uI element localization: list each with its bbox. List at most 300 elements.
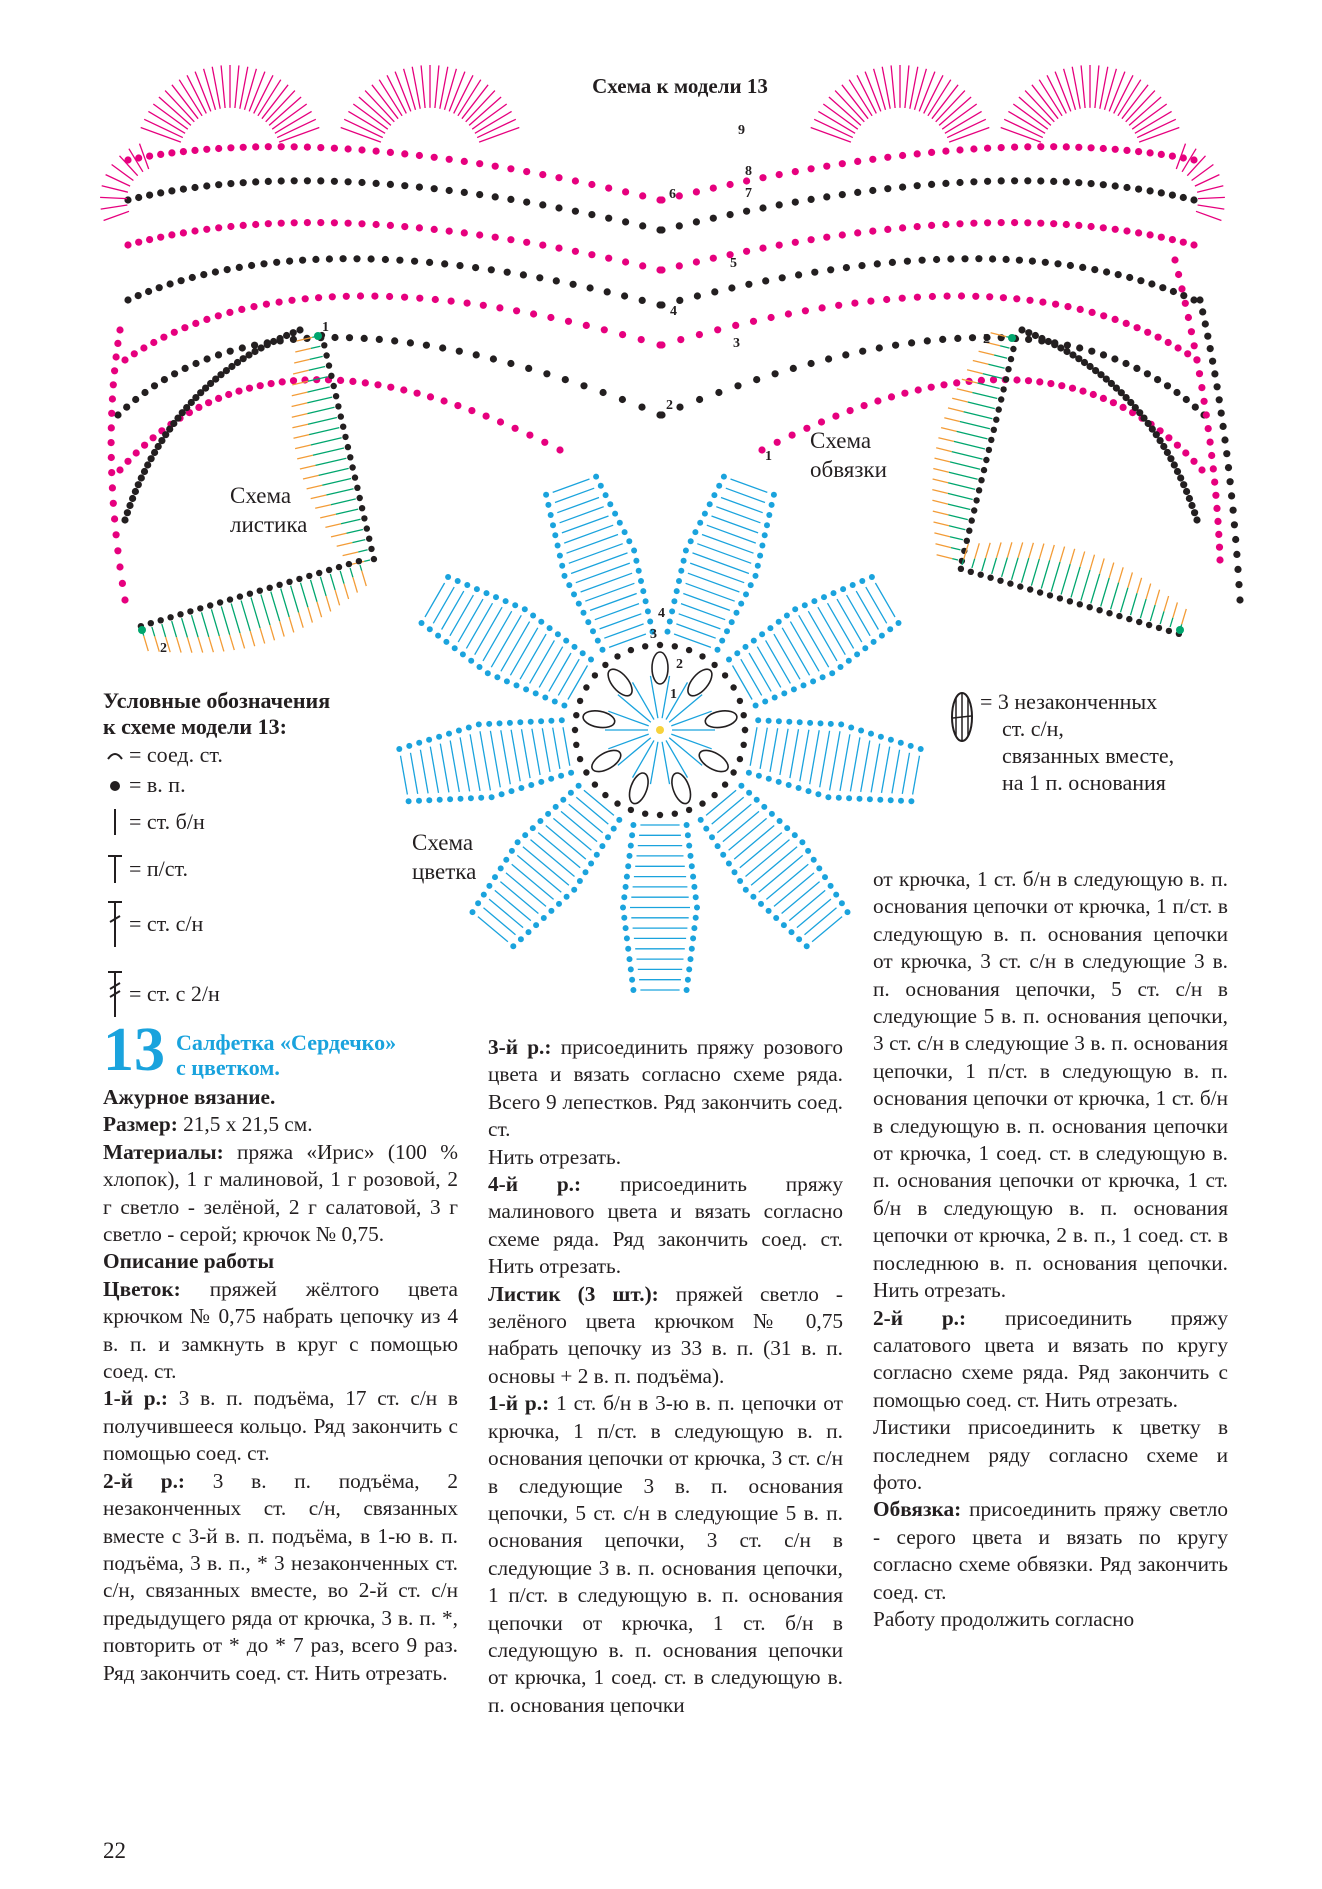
chain-dot xyxy=(1067,598,1073,604)
chain-dot xyxy=(1123,147,1130,154)
stitch xyxy=(569,544,623,564)
chain-dot xyxy=(445,574,451,580)
chain-dot xyxy=(1008,356,1014,362)
chain-dot xyxy=(1016,257,1023,264)
stitch xyxy=(553,818,591,850)
chain-dot xyxy=(742,727,748,733)
chain-dot xyxy=(227,144,234,151)
paragraph xyxy=(873,1305,1228,1415)
paragraph-text: пряжей жёлтого цвета крючком № 0,75 набрать цепочку из 4 в. п. и замкнуть в круг с помощью соед. ст. xyxy=(103,1276,458,1384)
stitch xyxy=(470,734,480,791)
chain-dot xyxy=(108,469,115,476)
stitch xyxy=(1018,542,1023,557)
chain-dot xyxy=(588,251,595,258)
chain-dot xyxy=(1088,144,1095,151)
chain-dot xyxy=(665,629,671,635)
chain-dot xyxy=(343,293,350,300)
stitch xyxy=(1071,567,1080,598)
chain-dot xyxy=(511,425,518,432)
chain-dot xyxy=(236,264,243,271)
chain-dot xyxy=(556,901,562,907)
chain-dot xyxy=(874,397,881,404)
chain-dot xyxy=(857,796,863,802)
chain-dot xyxy=(1230,507,1237,514)
chain-dot xyxy=(1208,452,1215,459)
chain-dot xyxy=(238,306,245,313)
chain-dot xyxy=(1169,192,1176,199)
chain-dot xyxy=(503,857,509,863)
chain-dot xyxy=(337,377,344,384)
paragraph-lead: Размер: xyxy=(103,1112,178,1137)
chain-dot xyxy=(358,146,365,153)
chain-dot xyxy=(252,143,259,150)
chain-dot xyxy=(1042,259,1049,266)
chain-dot xyxy=(555,245,562,252)
chain-dot xyxy=(566,582,572,588)
legend-item xyxy=(103,898,203,950)
stitch xyxy=(350,568,353,577)
chain-dot xyxy=(572,644,578,650)
chain-dot xyxy=(148,620,154,626)
chain-dot xyxy=(1112,182,1119,189)
chain-dot xyxy=(150,434,157,441)
stitch xyxy=(250,631,255,646)
paragraph xyxy=(873,1414,1228,1496)
chain-dot xyxy=(204,355,211,362)
stitch xyxy=(1002,558,1008,577)
stitch xyxy=(1070,549,1075,564)
stitch xyxy=(1182,609,1187,624)
cluster-icon xyxy=(948,690,978,746)
diagram-labels xyxy=(160,123,990,884)
chain-dot xyxy=(593,474,599,480)
chain-dot xyxy=(858,262,865,269)
chain-dot xyxy=(456,262,463,269)
chain-dot xyxy=(626,538,632,544)
chain-dot xyxy=(296,576,302,582)
chain-dot xyxy=(620,905,626,911)
chain-dot xyxy=(677,336,684,343)
chain-dot xyxy=(750,318,757,325)
chain-dot xyxy=(522,832,528,838)
chain-dot xyxy=(753,376,760,383)
stitch xyxy=(812,917,842,942)
chain-dot xyxy=(684,987,690,993)
chain-dot xyxy=(548,908,554,914)
chain-dot xyxy=(914,223,921,230)
stitch xyxy=(944,418,960,422)
chain-dot xyxy=(1198,384,1205,391)
cluster-stitch xyxy=(588,746,624,776)
chain-dot xyxy=(622,218,629,225)
stitch xyxy=(1000,346,1009,348)
chain-dot xyxy=(151,382,158,389)
chain-dot xyxy=(1167,455,1174,462)
chain-dot xyxy=(240,144,247,151)
legend-text: = ст. с 2/н xyxy=(129,981,220,1006)
paragraph-lead: Материалы: xyxy=(103,1139,224,1164)
chain-dot xyxy=(484,590,490,596)
chain-dot xyxy=(494,674,500,680)
chain-dot xyxy=(639,222,646,229)
chain-dot xyxy=(1231,521,1238,528)
paragraph xyxy=(103,1084,458,1111)
chain-dot xyxy=(836,795,842,801)
chain-dot xyxy=(1054,260,1061,267)
chain-dot xyxy=(240,222,247,229)
legend-title-line1: Условные обозначения xyxy=(103,688,331,713)
chain-dot xyxy=(517,719,523,725)
chain-dot xyxy=(693,258,700,265)
chain-dot xyxy=(727,181,734,188)
chain-dot xyxy=(636,568,642,574)
chain-dot xyxy=(514,682,520,688)
chain-dot xyxy=(290,377,297,384)
chain-dot xyxy=(291,177,298,184)
stitch xyxy=(308,607,313,622)
chain-dot xyxy=(676,222,683,229)
chain-dot xyxy=(518,936,524,942)
chain-dot xyxy=(759,631,765,637)
stitch xyxy=(936,448,952,452)
chain-dot xyxy=(821,594,827,600)
chain-dot xyxy=(291,143,298,150)
chain-dot xyxy=(633,558,639,564)
chain-dot xyxy=(877,797,883,803)
chain-dot xyxy=(1123,320,1130,327)
stitch xyxy=(331,533,347,537)
chain-dot xyxy=(978,477,984,483)
chain-dot xyxy=(769,502,775,508)
chain-dot xyxy=(806,788,812,794)
stitch xyxy=(553,728,560,769)
chain-dot xyxy=(599,843,605,849)
chain-dot xyxy=(1158,151,1165,158)
stitch xyxy=(726,488,765,502)
stitch xyxy=(466,603,492,648)
chain-dot xyxy=(993,417,999,423)
stitch xyxy=(1197,186,1223,193)
chain-dot xyxy=(382,256,389,263)
stitch xyxy=(805,908,837,935)
stitch xyxy=(506,873,546,907)
stitch xyxy=(291,586,299,613)
chain-dot xyxy=(861,402,868,409)
chain-dot xyxy=(684,822,690,828)
chain-dot xyxy=(754,797,760,803)
chain-dot xyxy=(436,734,442,740)
stitch xyxy=(766,864,808,899)
row-number-9: 9 xyxy=(738,123,745,138)
stitch xyxy=(294,359,310,363)
paragraph-text: 3 в. п. подъёма, 17 ст. с/н в получившееся кольцо. Ряд закончить с помощью соед. ст. xyxy=(103,1386,458,1466)
chain-dot xyxy=(140,344,147,351)
stitch xyxy=(811,128,851,143)
paragraph-text: Работу продолжить согласно xyxy=(873,1606,1135,1631)
chain-dot xyxy=(548,776,554,782)
stitch xyxy=(341,128,381,143)
stitch xyxy=(299,612,304,627)
stitch xyxy=(576,563,630,583)
stitch xyxy=(538,833,580,868)
chain-dot xyxy=(697,520,703,526)
chain-dot xyxy=(148,455,155,462)
chain-dot xyxy=(1144,370,1151,377)
chain-dot xyxy=(401,223,408,230)
chain-dot xyxy=(572,248,579,255)
chain-dot xyxy=(1090,391,1097,398)
chain-dot xyxy=(761,804,767,810)
stitch xyxy=(315,505,331,509)
chain-dot xyxy=(573,712,579,718)
chain-dot xyxy=(1047,380,1054,387)
chain-dot xyxy=(823,234,830,241)
chain-dot xyxy=(854,651,860,657)
chain-dot xyxy=(564,894,570,900)
chain-dot xyxy=(315,294,322,301)
stitch xyxy=(311,438,342,445)
stitch xyxy=(209,637,214,652)
chain-dot xyxy=(443,639,449,645)
chain-dot xyxy=(776,718,782,724)
stitch xyxy=(1139,128,1179,143)
chain-dot xyxy=(1052,301,1059,308)
stitch xyxy=(952,398,968,402)
chain-dot xyxy=(158,437,165,444)
chain-dot xyxy=(694,905,700,911)
stitch xyxy=(300,465,316,469)
stitch xyxy=(650,742,657,784)
chain-dot xyxy=(1157,437,1164,444)
chain-dot xyxy=(746,790,752,796)
chain-dot xyxy=(605,185,612,192)
legend-text: = ст. с/н xyxy=(129,911,204,936)
chain-dot xyxy=(862,645,868,651)
stitch xyxy=(235,65,239,108)
chain-dot xyxy=(714,326,721,333)
stitch xyxy=(491,615,521,667)
chain-dot xyxy=(336,564,342,570)
chain-dot xyxy=(446,187,453,194)
chain-dot xyxy=(598,483,604,489)
stitch xyxy=(902,753,909,794)
chain-dot xyxy=(530,310,537,317)
chain-dot xyxy=(1057,344,1064,351)
chain-dot xyxy=(825,355,832,362)
chain-dot xyxy=(346,334,353,341)
paragraph-lead: Обвязка: xyxy=(873,1497,962,1522)
stitch xyxy=(1029,543,1034,558)
chain-dot xyxy=(227,596,233,602)
chain-dot xyxy=(536,274,543,281)
stitch xyxy=(957,431,988,439)
chain-dot xyxy=(340,255,347,262)
stitch xyxy=(933,469,949,473)
chain-dot xyxy=(766,908,772,914)
chain-dot xyxy=(577,698,583,704)
chain-dot xyxy=(1147,187,1154,194)
chain-dot xyxy=(758,901,764,907)
chain-dot xyxy=(492,234,499,241)
stitch xyxy=(986,543,991,558)
stitch xyxy=(326,596,331,611)
row-number-6: 6 xyxy=(669,187,676,202)
stitch xyxy=(810,730,820,784)
chain-dot xyxy=(312,256,319,263)
chain-dot xyxy=(751,638,757,644)
article-number: 13 xyxy=(103,1016,165,1084)
chain-dot xyxy=(553,804,559,810)
chain-dot xyxy=(396,746,402,752)
chain-dot xyxy=(468,658,474,664)
stitch xyxy=(313,448,344,455)
single-crochet-icon xyxy=(103,806,129,838)
chain-dot xyxy=(1025,329,1032,336)
chain-dot xyxy=(1182,300,1189,307)
cluster-stitch xyxy=(668,771,694,807)
chain-dot xyxy=(1126,616,1132,622)
chain-dot xyxy=(526,929,532,935)
paragraph-lead: 4-й р.: xyxy=(488,1172,582,1197)
chain-dot xyxy=(956,220,963,227)
chain-dot xyxy=(601,326,608,333)
chain-dot xyxy=(776,242,783,249)
chain-dot xyxy=(883,296,890,303)
chain-dot xyxy=(699,800,705,806)
stitch xyxy=(683,594,730,611)
chain-dot xyxy=(331,383,337,389)
chain-dot xyxy=(488,266,495,273)
stitch xyxy=(353,577,358,592)
chain-dot xyxy=(124,196,131,203)
chain-dot xyxy=(811,857,817,863)
chain-dot xyxy=(215,312,222,319)
chain-dot xyxy=(688,853,694,859)
stitch xyxy=(219,636,224,651)
chain-dot xyxy=(138,626,146,634)
stitch xyxy=(292,403,308,407)
chain-dot xyxy=(998,144,1005,151)
chain-dot xyxy=(604,288,611,295)
chain-dot xyxy=(1007,580,1013,586)
stitch xyxy=(729,818,767,850)
stitch xyxy=(364,560,370,561)
chain-dot xyxy=(135,239,142,246)
chain-dot xyxy=(426,797,432,803)
chain-dot xyxy=(352,474,358,480)
chain-dot xyxy=(157,234,164,241)
stitch xyxy=(1100,558,1105,573)
chain-dot xyxy=(340,424,346,430)
chain-dot xyxy=(523,239,530,246)
stitch xyxy=(797,899,831,928)
chain-dot xyxy=(470,909,476,915)
stitch xyxy=(450,595,474,636)
chain-dot xyxy=(588,657,594,663)
chain-dot xyxy=(260,260,267,267)
chain-dot xyxy=(373,148,380,155)
chain-dot xyxy=(915,386,922,393)
chain-dot xyxy=(205,399,212,406)
stitch xyxy=(618,738,651,766)
chain-dot xyxy=(346,561,352,567)
chain-dot xyxy=(728,284,735,291)
stitch xyxy=(950,462,980,469)
chain-dot xyxy=(639,297,646,304)
chain-dot xyxy=(686,843,692,849)
chain-dot xyxy=(138,474,145,481)
stitch xyxy=(1196,211,1221,220)
stitch xyxy=(972,393,997,399)
stitch xyxy=(192,615,199,637)
chain-dot xyxy=(507,360,514,367)
chain-dot xyxy=(810,678,816,684)
chain-dot xyxy=(455,578,461,584)
chain-dot xyxy=(693,894,699,900)
chain-dot xyxy=(854,229,861,236)
stitch xyxy=(1195,175,1220,187)
stitch xyxy=(882,747,890,793)
chain-dot xyxy=(745,281,752,288)
chain-dot xyxy=(167,614,173,620)
chain-dot xyxy=(207,602,213,608)
chain-dot xyxy=(954,335,961,342)
chain-dot xyxy=(899,295,906,302)
chain-dot xyxy=(1088,180,1095,187)
stitch xyxy=(182,618,188,637)
chain-dot xyxy=(901,390,908,397)
stitch xyxy=(633,682,655,719)
paragraph-text: 3 в. п. подъёма, 2 незаконченных ст. с/н, связанных вместе с 3-й в. п. подъёма, в 1-ю в. п. подъёма, 3 в. п., * 3 незаконченных ст. с/н, связанных вместе, во 2-й ст. с/н предыдущего ряда от крючка, 3 в. п. *, повторить от * до * 7 раз, всего 9 раз. Ряд закончить соед. ст. Нить отрезать. xyxy=(103,1468,458,1685)
chain-dot xyxy=(638,578,644,584)
paragraph-text: Нить отрезать. xyxy=(488,1144,622,1169)
leaf-right-row-2: 2 xyxy=(983,332,990,347)
chain-dot xyxy=(252,178,259,185)
chain-dot xyxy=(414,390,421,397)
paragraph xyxy=(873,866,1228,1305)
chain-dot xyxy=(571,887,577,893)
chain-dot xyxy=(928,149,935,156)
chain-dot xyxy=(577,756,583,762)
chain-dot xyxy=(1110,399,1117,406)
chain-dot xyxy=(703,826,709,832)
chain-dot xyxy=(497,418,504,425)
chain-dot xyxy=(755,717,761,723)
chain-dot xyxy=(520,271,527,278)
chain-dot xyxy=(1211,370,1218,377)
chain-dot xyxy=(755,563,761,569)
stitch xyxy=(420,750,428,794)
chain-dot xyxy=(790,365,797,372)
chain-dot xyxy=(480,302,487,309)
chain-dot xyxy=(331,219,338,226)
stitch xyxy=(789,890,825,920)
chain-dot xyxy=(276,299,283,306)
stitch xyxy=(322,479,351,486)
chain-dot xyxy=(851,300,858,307)
chain-dot xyxy=(460,651,466,657)
chain-dot xyxy=(225,391,232,398)
chain-dot xyxy=(1100,351,1107,358)
chain-dot xyxy=(969,334,976,341)
stitch xyxy=(358,550,367,552)
chain-dot xyxy=(317,177,324,184)
chain-dot xyxy=(908,743,914,749)
chain-dot xyxy=(707,501,713,507)
chain-dot xyxy=(710,215,717,222)
chain-dot xyxy=(533,690,539,696)
chain-dot xyxy=(328,373,334,379)
